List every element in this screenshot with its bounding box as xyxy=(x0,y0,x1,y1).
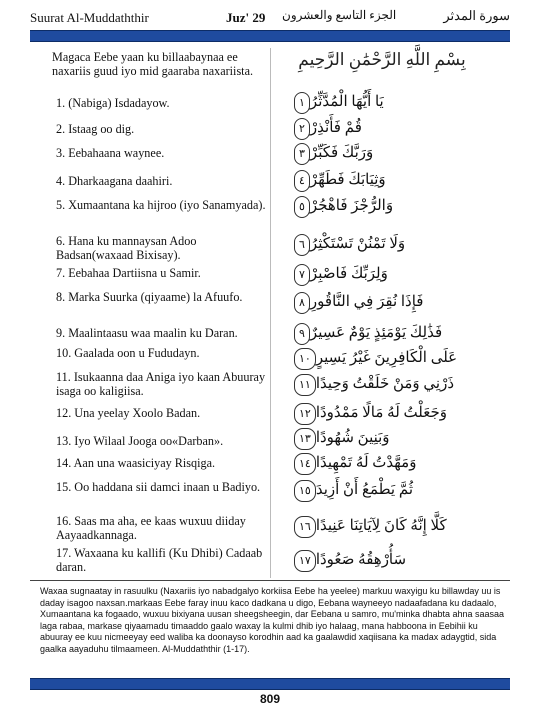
verse-translation: 13. Iyo Wilaal Jooga oo«Darban». xyxy=(56,434,224,448)
verse-translation: 17. Waxaana ku kallifi (Ku Dhibi) Cadaab daran. xyxy=(56,546,263,574)
verse-arabic-text: وَمَهَّدْتُ لَهُ تَمْهِيدًا xyxy=(315,455,417,471)
verse-arabic-text: وَجَعَلْتُ لَهُ مَالًا مَمْدُودًا xyxy=(315,405,447,421)
verse-translation: 14. Aan una waasiciyay Risqiga. xyxy=(56,456,216,470)
intro-text: Magaca Eebe yaan ku billaabaynaa ee naxariis guud iyo mid gaaraba naxariista. xyxy=(52,50,254,78)
verse-number-badge: ٢ xyxy=(294,118,310,140)
verse-arabic xyxy=(290,196,490,218)
verse-arabic-text: ثُمَّ يَطْمَعُ أَنْ أَزِيدَ xyxy=(315,482,414,498)
verse-arabic xyxy=(290,516,490,538)
bottom-blue-rule xyxy=(30,678,510,690)
verse-translation: 9. Maalintaasu waa maalin ku Daran. xyxy=(56,326,238,340)
verse-number-badge: ٤ xyxy=(294,170,310,192)
verse-number-badge: ٣ xyxy=(294,143,310,165)
verse-number-badge: ٨ xyxy=(294,292,310,314)
verse-arabic-text: عَلَى الْكَافِرِينَ غَيْرُ يَسِيرٍ xyxy=(315,350,458,366)
verse-translation: 3. Eebahaana waynee. xyxy=(56,146,165,160)
verse-number-badge: ١ xyxy=(294,92,310,114)
verse-arabic-text: فَإِذَا نُقِرَ فِي النَّاقُورِ xyxy=(309,294,424,310)
verse-number-badge: ١٢ xyxy=(294,403,316,425)
surah-name: Suurat Al-Muddaththir xyxy=(30,10,149,25)
verse-translation: 15. Oo haddana sii damci inaan u Badiyo. xyxy=(56,480,261,494)
verse-arabic xyxy=(290,480,490,502)
verse-arabic-text: يَا أَيُّهَا الْمُدَّثِّرُ xyxy=(309,94,384,110)
verse-arabic xyxy=(290,92,490,114)
verse-arabic-text: ذَرْنِي وَمَنْ خَلَقْتُ وَحِيدًا xyxy=(315,376,455,392)
verse-arabic-text: سَأُرْهِقُهُ صَعُودًا xyxy=(315,552,407,568)
juz-label: Juz' 29 xyxy=(226,10,266,25)
verse-arabic xyxy=(290,323,490,345)
verse-arabic-text: فَذَٰلِكَ يَوْمَئِذٍ يَوْمٌ عَسِيرٌ xyxy=(309,325,443,341)
verse-translation: 4. Dharkaagana daahiri. xyxy=(56,174,173,188)
verse-number-badge: ١٧ xyxy=(294,550,316,572)
verse-arabic-text: وَثِيَابَكَ فَطَهِّرْ xyxy=(309,172,386,188)
juz-arabic-title: الجزء التاسع والعشرون xyxy=(282,8,397,22)
verse-arabic-text: وَبَنِينَ شُهُودًا xyxy=(315,430,390,446)
verse-arabic-text: وَلِرَبِّكَ فَاصْبِرْ xyxy=(309,266,388,282)
verse-arabic xyxy=(290,453,490,475)
verse-arabic-text: وَلَا تَمْنُنْ تَسْتَكْثِرُ xyxy=(309,236,406,252)
verse-translation: 5. Xumaantana ka hijroo (iyo Sanamyada). xyxy=(56,198,266,212)
page-number: 809 xyxy=(259,692,281,706)
verse-arabic xyxy=(290,264,490,286)
verse-arabic xyxy=(290,143,490,165)
surah-arabic-title: سورة المدثر xyxy=(443,8,510,23)
verse-number-badge: ١٣ xyxy=(294,428,316,450)
verse-arabic xyxy=(290,348,490,370)
verse-arabic-text: وَرَبَّكَ فَكَبِّرْ xyxy=(309,145,374,161)
verse-number-badge: ١٤ xyxy=(294,453,316,475)
verse-number-badge: ٩ xyxy=(294,323,310,345)
verse-arabic xyxy=(290,234,490,256)
verse-translation: 6. Hana ku mannaysan Adoo Badsan(waxaad Bixisay). xyxy=(56,234,197,262)
verse-arabic xyxy=(290,550,490,572)
verse-translation: 8. Marka Suurka (qiyaame) la Afuufo. xyxy=(56,290,243,304)
verse-translation: 7. Eebahaa Dartiisna u Samir. xyxy=(56,266,201,280)
verse-arabic-text: قُمْ فَأَنْذِرْ xyxy=(309,120,362,136)
verse-arabic xyxy=(290,403,490,425)
top-blue-rule xyxy=(30,30,510,42)
verse-arabic xyxy=(290,170,490,192)
verse-translation: 11. Isukaanna daa Aniga iyo kaan Abuuray isaga oo kaligiisa. xyxy=(56,370,266,398)
verse-arabic xyxy=(290,374,490,396)
verse-arabic-text: وَالرُّجْزَ فَاهْجُرْ xyxy=(309,198,394,214)
verse-arabic xyxy=(290,292,490,314)
verse-number-badge: ٦ xyxy=(294,234,310,256)
verse-number-badge: ١٥ xyxy=(294,480,316,502)
verse-translation: 10. Gaalada oon u Fududayn. xyxy=(56,346,200,360)
verse-number-badge: ١٦ xyxy=(294,516,316,538)
verse-number-badge: ١٠ xyxy=(294,348,316,370)
verse-translation: 12. Una yeelay Xoolo Badan. xyxy=(56,406,201,420)
page-header xyxy=(30,0,510,30)
verse-arabic xyxy=(290,428,490,450)
bismillah-calligraphy: بِسْمِ اللَّهِ الرَّحْمَٰنِ الرَّحِيمِ xyxy=(298,50,466,69)
verse-arabic xyxy=(290,118,490,140)
verse-number-badge: ١١ xyxy=(294,374,316,396)
verse-arabic-text: كَلَّا إِنَّهُ كَانَ لِآيَاتِنَا عَنِيدًا xyxy=(315,518,447,534)
verse-translation: 2. Istaag oo dig. xyxy=(56,122,135,136)
verse-number-badge: ٥ xyxy=(294,196,310,218)
section-divider xyxy=(30,580,510,581)
verse-translation: 16. Saas ma aha, ee kaas wuxuu diiday Aayaadkannaga. xyxy=(56,514,246,542)
column-separator xyxy=(270,48,271,578)
commentary-text: Waxaa sugnaatay in rasuulku (Naxariis iyo nabadgalyo korkiisa Eebe ha yeelee) markuu waxyigu ku billawday uu is daday isagoo naxsan.markaas Eebe faray inuu kaco dadkana u digo, Eebana wayneeyo nadaafadana ku dadaalo, Xumaantana ka fogaado, wuxuu bixiyana uusan sheegsheegin, dar Eebana u samro, mu'minka dhabta ahna saasaa laga rabaa, markase qiyaamadu timaaddo gaalo waxay la kulmi dhib iyo halaag, mana habboona in Eebihii ku abuuray ee kuu nicmeeyay eed waliba ka doonayso korodhin aad ka gaalawdid xaqiisana ka madax adaygtid, sida gaalka aayaduhu tilmaameen. Al-Muddaththir (1-17). xyxy=(40,586,505,654)
verse-translation: 1. (Nabiga) Isdadayow. xyxy=(56,96,170,110)
verse-number-badge: ٧ xyxy=(294,264,310,286)
